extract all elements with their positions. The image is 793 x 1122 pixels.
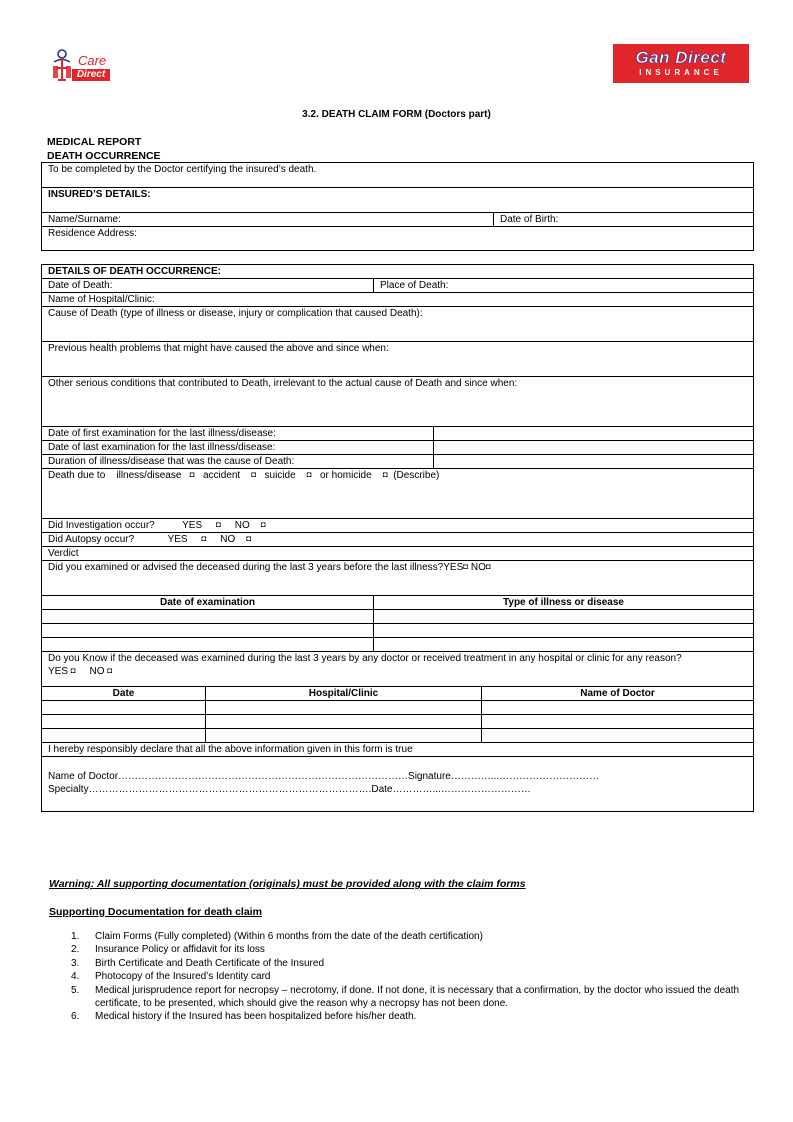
list-item-text: Medical history if the Insured has been hospitalized before his/her death. — [95, 1011, 417, 1023]
investigation-label: Did Investigation occur? — [48, 520, 155, 531]
death-due-label: Death due to — [48, 470, 106, 481]
examined-no-checkbox[interactable]: ◘ — [485, 562, 491, 571]
signature-block — [42, 757, 754, 812]
duration-input[interactable] — [434, 455, 754, 469]
history-hospital-input[interactable] — [206, 701, 482, 715]
page-title: 3.2. DEATH CLAIM FORM (Doctors part) — [302, 109, 491, 120]
exam-date-input[interactable] — [42, 610, 374, 624]
history-date-input[interactable] — [42, 715, 206, 729]
last-exam-input[interactable] — [434, 441, 754, 455]
autopsy-row — [42, 533, 754, 547]
list-item-text: Photocopy of the Insured’s Identity card — [95, 971, 271, 983]
list-item-number: 3. — [71, 957, 80, 969]
list-item — [49, 957, 755, 970]
death-due-row — [42, 469, 754, 519]
list-item-number: 1. — [71, 931, 80, 942]
examined-no-label: NO — [470, 562, 486, 573]
date-header: Date — [42, 687, 206, 701]
investigation-yes-label: YES — [182, 520, 203, 531]
care-direct-logo — [50, 46, 114, 86]
insurance-logo-text: INSURANCE — [639, 68, 723, 77]
know-yes-label: YES — [48, 666, 69, 677]
accident-checkbox[interactable]: ◘ — [251, 470, 257, 479]
exam-type-input[interactable] — [374, 610, 754, 624]
gan-direct-logo-text: Gan Direct — [635, 48, 727, 67]
list-item-number: 2. — [71, 944, 80, 956]
name-of-doctor-signature-line[interactable]: Name of Doctor……………………………………………………………………………Signature…………...………………………… — [48, 771, 600, 782]
examined-question-row — [42, 561, 754, 596]
death-details-heading: DETAILS OF DEATH OCCURRENCE: — [42, 265, 754, 279]
list-item-text: Medical jurisprudence report for necropsy – necrotomy, if done. If not done, it is necessary that a confirmation, by the doctor who issued the death certificate, to be presented, which should give the reason why a necropsy has not been done. — [95, 984, 740, 1010]
list-item — [49, 984, 755, 1011]
supporting-docs-title: Supporting Documentation for death claim — [49, 906, 262, 918]
hospital-clinic-field[interactable]: Name of Hospital/Clinic: — [42, 293, 754, 307]
autopsy-yes-checkbox[interactable]: ◘ — [201, 534, 207, 543]
history-date-input[interactable] — [42, 729, 206, 743]
investigation-row — [42, 519, 754, 533]
history-doctor-input[interactable] — [482, 715, 754, 729]
death-details-table — [41, 264, 754, 687]
exam-date-input[interactable] — [42, 624, 374, 638]
list-item — [49, 970, 755, 983]
know-question-row — [42, 652, 754, 687]
gan-direct-logo — [613, 44, 749, 83]
first-exam-input[interactable] — [434, 427, 754, 441]
history-hospital-input[interactable] — [206, 715, 482, 729]
option-describe: (Describe) — [393, 470, 440, 481]
know-no-checkbox[interactable]: ◘ — [107, 666, 113, 675]
examined-question: Did you examined or advised the deceased during the last 3 years before the last illness?YES — [48, 562, 464, 573]
history-doctor-input[interactable] — [482, 701, 754, 715]
investigation-no-checkbox[interactable]: ◘ — [260, 520, 266, 529]
history-hospital-input[interactable] — [206, 729, 482, 743]
know-yes-checkbox[interactable]: ◘ — [70, 666, 76, 675]
death-occurrence-label: DEATH OCCURRENCE — [47, 150, 161, 162]
list-item-number: 6. — [71, 1011, 80, 1023]
instruction-cell: To be completed by the Doctor certifying the insured’s death. — [42, 163, 754, 188]
know-no-label: NO — [89, 666, 105, 677]
investigation-no-label: NO — [234, 520, 250, 531]
other-conditions-field[interactable]: Other serious conditions that contributed to Death, irrelevant to the actual cause of Death and since when: — [42, 377, 754, 427]
option-accident: accident — [202, 470, 241, 481]
examined-yes-checkbox[interactable]: ◘ — [463, 562, 469, 571]
history-date-input[interactable] — [42, 701, 206, 715]
first-exam-label: Date of first examination for the last illness/disease: — [42, 427, 434, 441]
list-item-number: 5. — [71, 984, 80, 996]
name-surname-field[interactable]: Name/Surname: — [42, 213, 494, 227]
direct-logo-text: Direct — [72, 69, 110, 81]
place-of-death-field[interactable]: Place of Death: — [374, 279, 754, 293]
exam-type-input[interactable] — [374, 624, 754, 638]
know-question: Do you Know if the deceased was examined during the last 3 years by any doctor or received treatment in any hospital or clinic for any reason? — [48, 653, 682, 664]
declaration-text: I hereby responsibly declare that all the above information given in this form is true — [42, 743, 754, 757]
autopsy-no-checkbox[interactable]: ◘ — [246, 534, 252, 543]
insured-details-table — [41, 162, 754, 251]
option-illness: illness/disease — [116, 470, 182, 481]
medical-report-label: MEDICAL REPORT — [47, 136, 142, 148]
date-of-examination-header: Date of examination — [42, 596, 374, 610]
duration-label: Duration of illness/disease that was the cause of Death: — [42, 455, 434, 469]
residence-address-field[interactable]: Residence Address: — [42, 227, 754, 251]
list-item — [49, 1010, 755, 1023]
insured-details-heading: INSURED’S DETAILS: — [42, 188, 754, 213]
supporting-docs-list — [49, 930, 755, 1024]
option-suicide: suicide — [264, 470, 296, 481]
illness-checkbox[interactable]: ◘ — [189, 470, 195, 479]
specialty-date-line[interactable]: Specialty………………………………………………………………………….Date…………...……………………… — [48, 784, 531, 795]
homicide-checkbox[interactable]: ◘ — [382, 470, 388, 479]
medical-report-heading — [47, 135, 161, 163]
exam-type-input[interactable] — [374, 638, 754, 652]
list-item — [49, 943, 755, 956]
list-item-text: Claim Forms (Fully completed) (Within 6 months from the date of the death certification) — [95, 931, 483, 942]
type-of-illness-header: Type of illness or disease — [374, 596, 754, 610]
care-logo-text: Care — [78, 53, 107, 68]
list-item-text: Birth Certificate and Death Certificate of the Insured — [95, 957, 325, 969]
cause-of-death-field[interactable]: Cause of Death (type of illness or disease, injury or complication that caused Death): — [42, 307, 754, 342]
autopsy-yes-label: YES — [167, 534, 188, 545]
suicide-checkbox[interactable]: ◘ — [306, 470, 312, 479]
list-item — [49, 930, 755, 943]
autopsy-no-label: NO — [220, 534, 236, 545]
investigation-yes-checkbox[interactable]: ◘ — [216, 520, 221, 529]
list-item-text: Insurance Policy or affidavit for its loss — [95, 944, 265, 956]
previous-health-problems-field[interactable]: Previous health problems that might have caused the above and since when: — [42, 342, 754, 377]
autopsy-label: Did Autopsy occur? — [48, 534, 135, 545]
date-of-birth-field[interactable]: Date of Birth: — [494, 213, 754, 227]
name-of-doctor-header: Name of Doctor — [482, 687, 754, 701]
history-doctor-input[interactable] — [482, 729, 754, 743]
option-homicide: or homicide — [319, 470, 372, 481]
list-item-number: 4. — [71, 971, 80, 983]
exam-date-input[interactable] — [42, 638, 374, 652]
verdict-field[interactable]: Verdict — [42, 547, 754, 561]
hospital-history-table — [41, 686, 754, 812]
warning-text: Warning: All supporting documentation (originals) must be provided along with the claim forms — [49, 878, 526, 890]
last-exam-label: Date of last examination for the last illness/disease: — [42, 441, 434, 455]
date-of-death-field[interactable]: Date of Death: — [42, 279, 374, 293]
hospital-clinic-header: Hospital/Clinic — [206, 687, 482, 701]
